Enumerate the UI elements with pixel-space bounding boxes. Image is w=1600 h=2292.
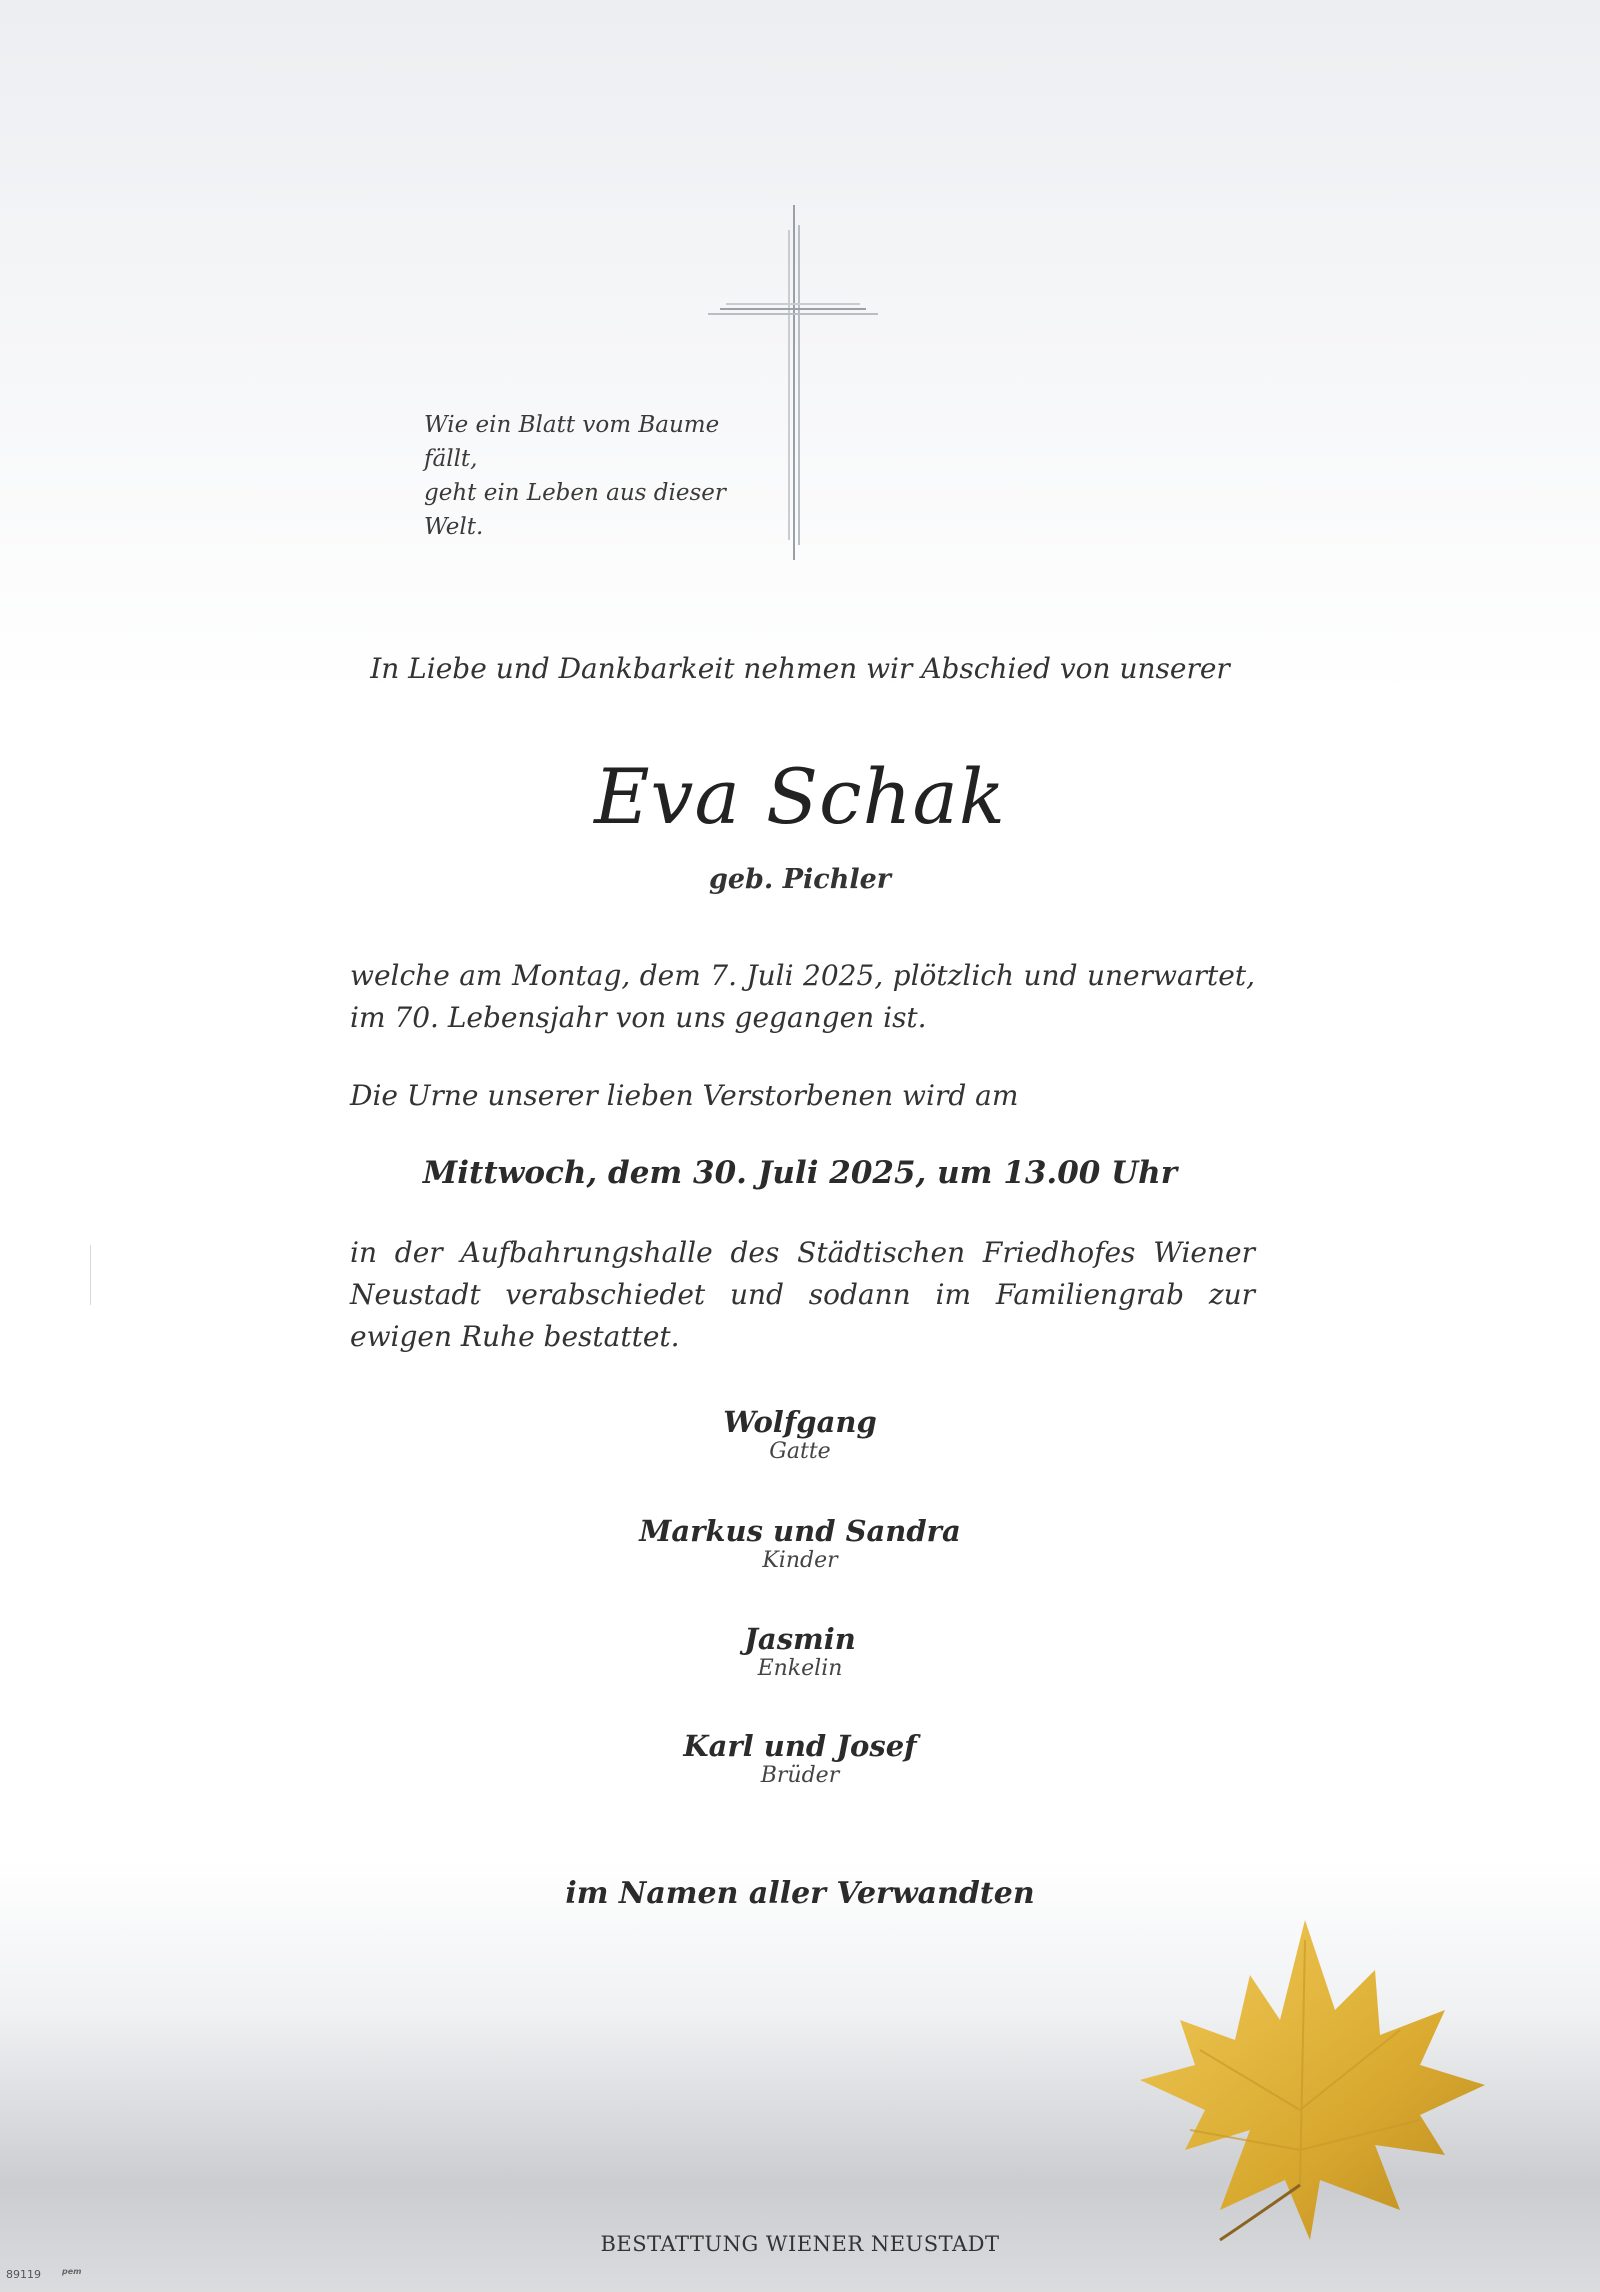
memorial-quote	[424, 408, 754, 544]
mourner-entry	[0, 1729, 1600, 1788]
mourner-relation: Kinder	[762, 1548, 838, 1573]
maple-leaf-icon	[1100, 1880, 1500, 2280]
print-logo: pem	[62, 2267, 82, 2276]
mourner-entry	[0, 1514, 1600, 1573]
mourner-name: Wolfgang	[723, 1405, 877, 1439]
quote-line-1: Wie ein Blatt vom Baume fällt,	[424, 412, 720, 472]
death-announcement: welche am Montag, dem 7. Juli 2025, plötzlich und unerwartet, im 70. Lebensjahr von uns gegangen ist.	[350, 959, 1255, 1034]
ceremony-date: Mittwoch, dem 30. Juli 2025, um 13.00 Uhr	[422, 1155, 1178, 1191]
mourner-name: Markus und Sandra	[639, 1514, 961, 1548]
scan-mark	[90, 1245, 91, 1305]
intro-text: In Liebe und Dankbarkeit nehmen wir Abschied von unserer	[370, 652, 1230, 685]
funeral-home: BESTATTUNG WIENER NEUSTADT	[600, 2232, 1000, 2256]
mourner-name: Jasmin	[744, 1622, 856, 1656]
mourner-relation: Enkelin	[757, 1656, 843, 1681]
quote-line-2: geht ein Leben aus dieser Welt.	[424, 480, 726, 540]
maiden-name: geb. Pichler	[708, 864, 892, 895]
mourner-entry	[0, 1622, 1600, 1681]
urn-text: Die Urne unserer lieben Verstorbenen wird am	[350, 1079, 1019, 1112]
ceremony-location: in der Aufbahrungshalle des Städtischen Friedhofes Wiener Neustadt verabschiedet und sodann im Familiengrab zur ewigen Ruhe bestattet.	[350, 1236, 1255, 1353]
mourner-relation: Brüder	[760, 1763, 840, 1788]
mourner-entry	[0, 1405, 1600, 1464]
deceased-name: Eva Schak	[594, 752, 1006, 841]
mourner-name: Karl und Josef	[683, 1729, 917, 1763]
mourner-relation: Gatte	[769, 1439, 831, 1464]
closing-text: im Namen aller Verwandten	[565, 1876, 1035, 1911]
print-code: 89119	[6, 2268, 41, 2281]
